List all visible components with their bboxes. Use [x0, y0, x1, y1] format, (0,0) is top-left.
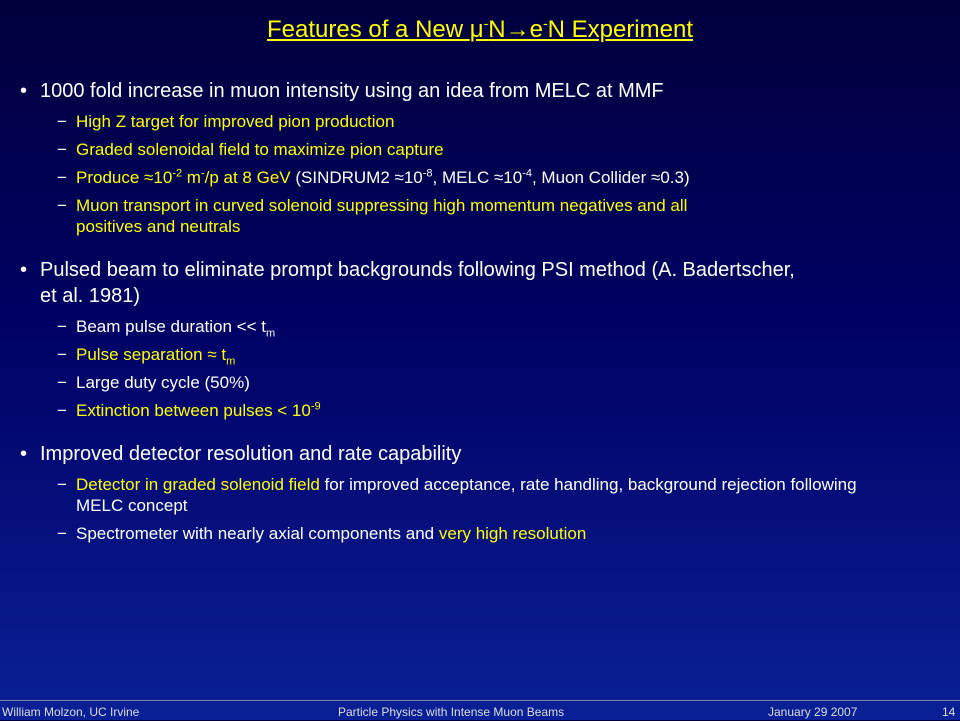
footer-talk-title: Particle Physics with Intense Muon Beams	[338, 705, 565, 719]
bullet-pulsed-beam: • Pulsed beam to eliminate prompt backgrounds following PSI method (A. Badertscher, et al. 1981)	[20, 259, 795, 307]
slide-title: Features of a New μ-N→e-N Experiment	[266, 15, 693, 43]
bullet-detector: • Improved detector resolution and rate capability	[20, 443, 462, 465]
sub-item: − Spectrometer with nearly axial components and very high resolution	[57, 524, 587, 543]
sub-item: − Beam pulse duration << $t_m$	[57, 317, 276, 340]
bullet-muon-intensity: • 1000 fold increase in muon intensity using an idea from MELC at MMF	[20, 80, 664, 102]
sub-item: − Detector in graded solenoid field for improved acceptance, rate handling, background rejection following MELC concept	[57, 475, 857, 515]
sub-item: − Large duty cycle (50%)	[57, 373, 250, 392]
sub-item: − Graded solenoidal field to maximize pion capture	[57, 140, 444, 159]
slide-content	[20, 78, 945, 544]
sub-item: − Produce $\approx 10^{-2}$ m-/p at 8 GeV (SINDRUM2 $\approx 10^{-8}$, MELC $\approx 10^{-4}$, Muon Collider ≈0.3)	[57, 167, 690, 187]
sub-item: − High Z target for improved pion production	[57, 112, 395, 131]
footer-page-number: 14	[942, 705, 956, 719]
slide-footer	[0, 700, 960, 721]
sub-item: − Pulse separation ≈ $t_m$	[57, 345, 236, 368]
sub-item: − Extinction between pulses < $10^{-9}$	[57, 400, 321, 420]
sub-item: − Muon transport in curved solenoid suppressing high momentum negatives and all positives and neutrals	[57, 196, 688, 236]
footer-date: January 29 2007	[768, 705, 858, 719]
footer-author: William Molzon, UC Irvine	[2, 705, 140, 719]
